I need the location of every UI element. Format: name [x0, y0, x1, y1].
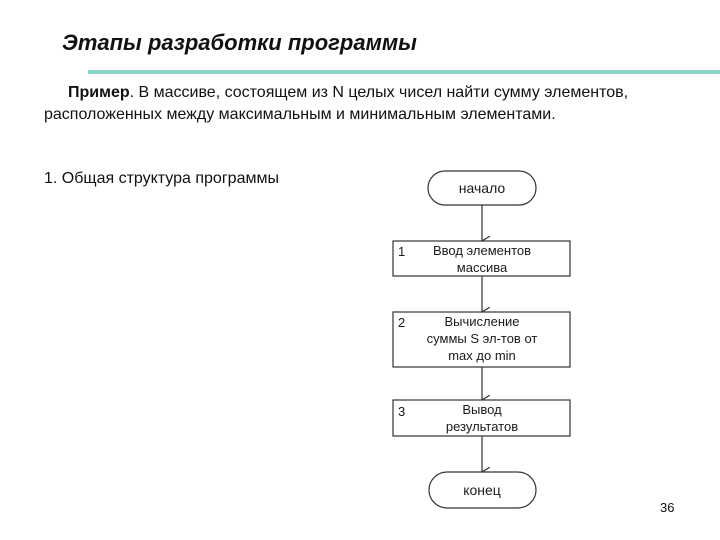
slide-title: Этапы разработки программы [62, 30, 417, 55]
block-number: 1 [398, 244, 406, 259]
block-text-line: Ввод элементов [432, 243, 532, 258]
end-label: конец [463, 482, 501, 498]
block-text-line: результатов [445, 419, 519, 434]
block-text-line: Вывод [462, 402, 502, 417]
example-label: Пример [68, 84, 130, 101]
block-text-line: max до min [448, 348, 516, 363]
start-label: начало [458, 180, 506, 196]
block-text-line: Вычисление [444, 314, 520, 329]
block-text-line: массива [456, 260, 508, 275]
example-text: . В массиве, состоящем из N целых чисел найти сумму элементов, расположенных между максимальным и минимальным элементами. [44, 84, 629, 123]
page-number: 36 [660, 500, 675, 515]
block-text-line: суммы S эл-тов от [426, 331, 538, 346]
block-number: 2 [398, 315, 406, 330]
step-heading: 1. Общая структура программы [44, 170, 279, 187]
block-number: 3 [398, 404, 406, 419]
